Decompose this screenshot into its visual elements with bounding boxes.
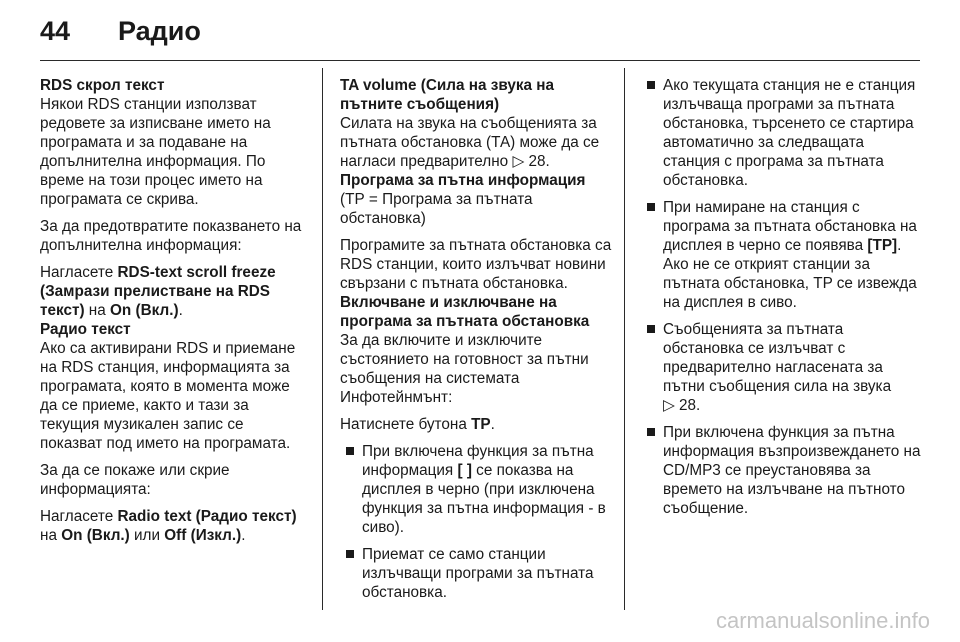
heading-traffic-program: Програма за пътна информация — [340, 172, 586, 189]
square-bullet-icon — [346, 447, 354, 455]
column-divider-2 — [624, 68, 625, 610]
paragraph: Ако са активирани RDS и приемане на RDS станция, информацията за програмата, която в момента може да се приеме, както и тази за текущия музикален запис се показват под името на програмата. — [40, 340, 296, 452]
column-2 — [340, 76, 612, 610]
list-item: Ако текущата станция не е станция излъчваща програми за пътната обстановка, търсенето се стартира автоматично за следващата станция с програма за пътната обстановка. — [641, 76, 921, 190]
setting-name: RDS-text scroll freeze (Замрази прелистване на RDS текст) — [40, 264, 276, 319]
page-number: 44 — [40, 16, 71, 46]
paragraph: Нагласете Radio text (Радио текст) на On (Вкл.) или Off (Изкл.). — [40, 508, 297, 544]
square-bullet-icon — [647, 325, 655, 333]
paragraph: (ТР = Програма за пътната обстановка) — [340, 191, 533, 227]
square-bullet-icon — [346, 550, 354, 558]
setting-value: On (Вкл.) — [61, 527, 130, 544]
watermark: carmanualsonline.info — [715, 608, 930, 633]
page-ref: 28. — [679, 397, 701, 414]
bullet-list — [641, 76, 921, 518]
page-header — [40, 0, 920, 61]
button-name: TP — [471, 416, 491, 433]
square-bullet-icon — [647, 81, 655, 89]
paragraph: За да се покаже или скрие информацията: — [40, 462, 230, 498]
page-ref-icon: ▷ — [663, 397, 675, 414]
column-3 — [641, 76, 921, 526]
page-ref: 28. — [528, 153, 550, 170]
setting-value: Off (Изкл.) — [164, 527, 242, 544]
square-bullet-icon — [647, 428, 655, 436]
list-item: При включена функция за пътна информация възпроизвеждането на CD/MP3 се преустановява за времето на излъчване на пътното съобщение. — [641, 423, 921, 518]
paragraph: За да предотвратите показването на допълнителна информация: — [40, 218, 302, 254]
list-item: При включена функция за пътна информация [ ] се показва на дисплея в черно (при изключена функция за пътна информация - в сиво). — [340, 442, 612, 537]
paragraph: Програмите за пътната обстановка са RDS станции, които излъчват новини свързани с пътната обстановка. — [340, 237, 612, 292]
square-bullet-icon — [647, 203, 655, 211]
setting-value: On (Вкл.) — [110, 302, 179, 319]
heading-tp-on-off: Включване и изключване на програма за пътната обстановка — [340, 294, 590, 330]
list-item: Приемат се само станции излъчващи програми за пътната обстановка. — [340, 545, 612, 602]
column-divider-1 — [322, 68, 323, 610]
paragraph: Силата на звука на съобщенията за пътната обстановка (ТА) може да се нагласи предварително ▷ 28. — [340, 115, 600, 170]
list-item: При намиране на станция с програма за пътната обстановка на дисплея в черно се появява [TP]. Ако не се открият станции за пътната обстановка, TP се извежда на дисплея в сиво. — [641, 198, 921, 312]
page-ref-icon: ▷ — [512, 153, 525, 170]
heading-ta-volume: TA volume (Сила на звука на пътните съобщения) — [340, 77, 555, 113]
heading-radio-text: Радио текст — [40, 321, 131, 338]
paragraph: За да включите и изключите състоянието на готовност за пътни съобщения на системата Инфотейнмънт: — [340, 332, 589, 406]
column-1 — [40, 76, 308, 545]
paragraph: Натиснете бутона TP. — [340, 416, 495, 433]
heading-rds-scroll-text: RDS скрол текст — [40, 77, 165, 94]
paragraph: Нагласете RDS-text scroll freeze (Замрази прелистване на RDS текст) на On (Вкл.). — [40, 264, 276, 319]
list-item: Съобщенията за пътната обстановка се излъчват с предварително нагласената за пътни съобщения сила на звука ▷ 28. — [641, 320, 921, 415]
bullet-list — [340, 442, 612, 602]
page-title: Радио — [118, 16, 201, 46]
paragraph: Някои RDS станции използват редовете за изписване името на програмата и за подаване на допълнителна информация. По време на този процес името на програмата се скрива. — [40, 96, 271, 208]
setting-name: Radio text (Радио текст) — [117, 508, 297, 525]
